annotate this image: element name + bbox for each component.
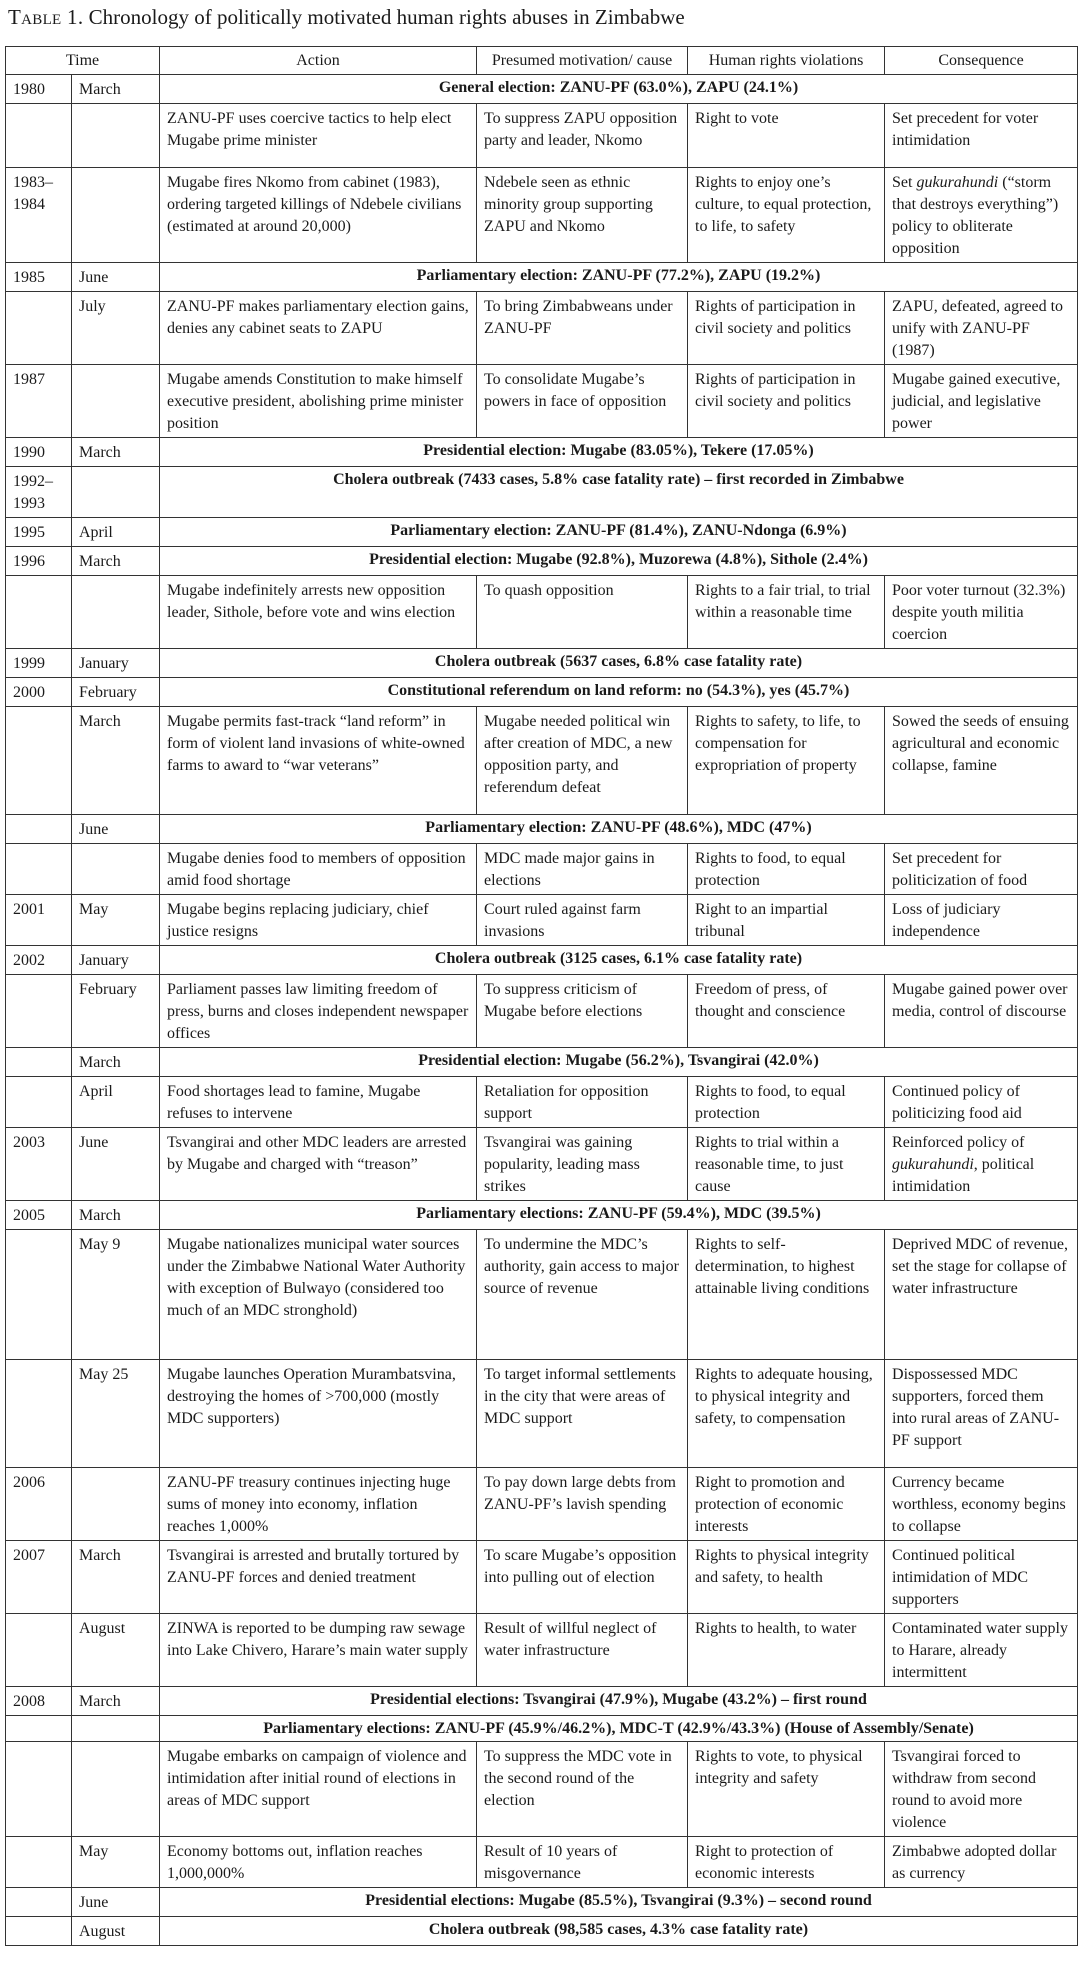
month-cell: March <box>72 1541 160 1614</box>
event-summary: Parliamentary election: ZANU-PF (77.2%), ZAPU (19.2%) <box>160 263 1078 292</box>
action-cell: Tsvangirai is arrested and brutally tortured by ZANU-PF forces and denied treatment <box>160 1541 477 1614</box>
motivation-cell: To suppress ZAPU opposition party and leader, Nkomo <box>477 104 688 168</box>
violations-cell: Right to vote <box>688 104 885 168</box>
table-row <box>6 292 1078 365</box>
action-cell: Mugabe amends Constitution to make himself executive president, abolishing prime minister position <box>160 365 477 438</box>
month-cell: February <box>72 678 160 707</box>
event-row <box>6 1201 1078 1230</box>
table-row <box>6 1541 1078 1614</box>
event-summary: Constitutional referendum on land reform: no (54.3%), yes (45.7%) <box>160 678 1078 707</box>
month-cell: August <box>72 1614 160 1687</box>
year-cell <box>6 815 72 844</box>
year-cell <box>6 1742 72 1837</box>
consequence-cell: Sowed the seeds of ensuing agricultural and economic collapse, famine <box>885 707 1078 815</box>
month-cell <box>72 168 160 263</box>
table-row <box>6 707 1078 815</box>
month-cell: January <box>72 649 160 678</box>
consequence-cell: Deprived MDC of revenue, set the stage for collapse of water infrastructure <box>885 1230 1078 1360</box>
month-cell: February <box>72 975 160 1048</box>
month-cell <box>72 1716 160 1742</box>
table-row <box>6 1230 1078 1360</box>
month-cell <box>72 365 160 438</box>
violations-cell: Rights to enjoy one’s culture, to equal protection, to life, to safety <box>688 168 885 263</box>
event-row <box>6 946 1078 975</box>
year-cell <box>6 1048 72 1077</box>
event-row <box>6 438 1078 467</box>
chronology-table <box>5 46 1078 1946</box>
month-cell <box>72 576 160 649</box>
consequence-cell: Set gukurahundi (“storm that destroys everything”) policy to obliterate opposition <box>885 168 1078 263</box>
action-cell: Tsvangirai and other MDC leaders are arrested by Mugabe and charged with “treason” <box>160 1128 477 1201</box>
year-cell: 2001 <box>6 895 72 946</box>
year-cell <box>6 1077 72 1128</box>
event-summary: Cholera outbreak (3125 cases, 6.1% case fatality rate) <box>160 946 1078 975</box>
event-row <box>6 1888 1078 1917</box>
month-cell: May 25 <box>72 1360 160 1468</box>
consequence-cell: Continued political intimidation of MDC supporters <box>885 1541 1078 1614</box>
violations-cell: Right to promotion and protection of economic interests <box>688 1468 885 1541</box>
motivation-cell: Result of willful neglect of water infrastructure <box>477 1614 688 1687</box>
violations-cell: Rights to safety, to life, to compensation for expropriation of property <box>688 707 885 815</box>
consequence-cell: Reinforced policy of gukurahundi, political intimidation <box>885 1128 1078 1201</box>
action-cell: Food shortages lead to famine, Mugabe refuses to intervene <box>160 1077 477 1128</box>
event-summary: Cholera outbreak (7433 cases, 5.8% case fatality rate) – first recorded in Zimbabwe <box>160 467 1078 518</box>
action-cell: ZANU-PF treasury continues injecting huge sums of money into economy, inflation reaches 1,000% <box>160 1468 477 1541</box>
action-cell: Parliament passes law limiting freedom of press, burns and closes independent newspaper offices <box>160 975 477 1048</box>
year-cell <box>6 1230 72 1360</box>
year-cell: 1996 <box>6 547 72 576</box>
month-cell <box>72 104 160 168</box>
action-cell: Mugabe embarks on campaign of violence and intimidation after initial round of elections in areas of MDC support <box>160 1742 477 1837</box>
event-row <box>6 1048 1078 1077</box>
violations-cell: Rights to food, to equal protection <box>688 1077 885 1128</box>
year-cell <box>6 1614 72 1687</box>
event-row <box>6 1917 1078 1946</box>
violations-cell: Rights of participation in civil society and politics <box>688 365 885 438</box>
table-row <box>6 1837 1078 1888</box>
year-cell: 1995 <box>6 518 72 547</box>
consequence-cell: Continued policy of politicizing food aid <box>885 1077 1078 1128</box>
event-row <box>6 263 1078 292</box>
action-cell: Mugabe launches Operation Murambatsvina, destroying the homes of >700,000 (mostly MDC supporters) <box>160 1360 477 1468</box>
violations-cell: Rights to vote, to physical integrity and safety <box>688 1742 885 1837</box>
event-row <box>6 1716 1078 1742</box>
action-cell: Mugabe permits fast-track “land reform” in form of violent land invasions of white-owned farms to award to “war veterans” <box>160 707 477 815</box>
header-time: Time <box>6 47 160 75</box>
event-row <box>6 815 1078 844</box>
event-summary: Presidential elections: Mugabe (85.5%), Tsvangirai (9.3%) – second round <box>160 1888 1078 1917</box>
violations-cell: Rights to self-determination, to highest attainable living conditions <box>688 1230 885 1360</box>
motivation-cell: To pay down large debts from ZANU-PF’s lavish spending <box>477 1468 688 1541</box>
event-row <box>6 678 1078 707</box>
year-cell: 2006 <box>6 1468 72 1541</box>
month-cell <box>72 1742 160 1837</box>
consequence-cell: Zimbabwe adopted dollar as currency <box>885 1837 1078 1888</box>
month-cell: April <box>72 1077 160 1128</box>
action-cell: Mugabe begins replacing judiciary, chief justice resigns <box>160 895 477 946</box>
motivation-cell: To consolidate Mugabe’s powers in face of opposition <box>477 365 688 438</box>
month-cell: May <box>72 1837 160 1888</box>
event-summary: Cholera outbreak (5637 cases, 6.8% case fatality rate) <box>160 649 1078 678</box>
consequence-cell: Mugabe gained executive, judicial, and legislative power <box>885 365 1078 438</box>
month-cell: March <box>72 1048 160 1077</box>
year-cell: 1992–1993 <box>6 467 72 518</box>
year-cell: 1985 <box>6 263 72 292</box>
table-row <box>6 895 1078 946</box>
motivation-cell: Tsvangirai was gaining popularity, leading mass strikes <box>477 1128 688 1201</box>
consequence-cell: Contaminated water supply to Harare, already intermittent <box>885 1614 1078 1687</box>
year-cell <box>6 104 72 168</box>
month-cell: May <box>72 895 160 946</box>
year-cell <box>6 844 72 895</box>
year-cell <box>6 1888 72 1917</box>
consequence-cell: Dispossessed MDC supporters, forced them into rural areas of ZANU-PF support <box>885 1360 1078 1468</box>
year-cell <box>6 707 72 815</box>
event-summary: Presidential election: Mugabe (83.05%), Tekere (17.05%) <box>160 438 1078 467</box>
month-cell: August <box>72 1917 160 1946</box>
event-row <box>6 547 1078 576</box>
action-cell: ZANU-PF makes parliamentary election gains, denies any cabinet seats to ZAPU <box>160 292 477 365</box>
month-cell: June <box>72 263 160 292</box>
table-caption <box>8 2 685 32</box>
motivation-cell: Mugabe needed political win after creation of MDC, a new opposition party, and referendum defeat <box>477 707 688 815</box>
month-cell: March <box>72 1687 160 1716</box>
consequence-cell: Set precedent for voter intimidation <box>885 104 1078 168</box>
header-violations: Human rights violations <box>688 47 885 75</box>
motivation-cell: Retaliation for opposition support <box>477 1077 688 1128</box>
month-cell: April <box>72 518 160 547</box>
table-row <box>6 365 1078 438</box>
table-row <box>6 168 1078 263</box>
table-row <box>6 1468 1078 1541</box>
motivation-cell: MDC made major gains in elections <box>477 844 688 895</box>
action-cell: ZANU-PF uses coercive tactics to help elect Mugabe prime minister <box>160 104 477 168</box>
motivation-cell: Result of 10 years of misgovernance <box>477 1837 688 1888</box>
table-row <box>6 844 1078 895</box>
event-summary: Parliamentary elections: ZANU-PF (59.4%), MDC (39.5%) <box>160 1201 1078 1230</box>
year-cell: 1983–1984 <box>6 168 72 263</box>
consequence-cell: Tsvangirai forced to withdraw from second round to avoid more violence <box>885 1742 1078 1837</box>
year-cell <box>6 576 72 649</box>
event-summary: Cholera outbreak (98,585 cases, 4.3% case fatality rate) <box>160 1917 1078 1946</box>
table-row <box>6 1077 1078 1128</box>
table-title: Chronology of politically motivated human rights abuses in Zimbabwe <box>88 5 685 29</box>
violations-cell: Rights to food, to equal protection <box>688 844 885 895</box>
month-cell: June <box>72 815 160 844</box>
motivation-cell: To quash opposition <box>477 576 688 649</box>
consequence-cell: Currency became worthless, economy begins to collapse <box>885 1468 1078 1541</box>
month-cell <box>72 1468 160 1541</box>
motivation-cell: To suppress the MDC vote in the second round of the election <box>477 1742 688 1837</box>
month-cell: March <box>72 75 160 104</box>
motivation-cell: To target informal settlements in the city that were areas of MDC support <box>477 1360 688 1468</box>
month-cell: March <box>72 438 160 467</box>
event-row <box>6 518 1078 547</box>
event-summary: Presidential election: Mugabe (56.2%), Tsvangirai (42.0%) <box>160 1048 1078 1077</box>
violations-cell: Rights to physical integrity and safety, to health <box>688 1541 885 1614</box>
action-cell: ZINWA is reported to be dumping raw sewage into Lake Chivero, Harare’s main water supply <box>160 1614 477 1687</box>
month-cell <box>72 844 160 895</box>
violations-cell: Right to an impartial tribunal <box>688 895 885 946</box>
year-cell <box>6 292 72 365</box>
table-row <box>6 1360 1078 1468</box>
year-cell: 2002 <box>6 946 72 975</box>
event-summary: Presidential elections: Tsvangirai (47.9%), Mugabe (43.2%) – first round <box>160 1687 1078 1716</box>
consequence-cell: Set precedent for politicization of food <box>885 844 1078 895</box>
motivation-cell: To suppress criticism of Mugabe before elections <box>477 975 688 1048</box>
year-cell: 2000 <box>6 678 72 707</box>
year-cell: 2005 <box>6 1201 72 1230</box>
action-cell: Mugabe nationalizes municipal water sources under the Zimbabwe National Water Authority with exception of Bulwayo (considered too much of an MDC stronghold) <box>160 1230 477 1360</box>
month-cell: July <box>72 292 160 365</box>
action-cell: Economy bottoms out, inflation reaches 1,000,000% <box>160 1837 477 1888</box>
header-row <box>6 47 1078 75</box>
motivation-cell: To undermine the MDC’s authority, gain access to major source of revenue <box>477 1230 688 1360</box>
violations-cell: Rights to adequate housing, to physical integrity and safety, to compensation <box>688 1360 885 1468</box>
year-cell <box>6 1917 72 1946</box>
motivation-cell: Ndebele seen as ethnic minority group supporting ZAPU and Nkomo <box>477 168 688 263</box>
month-cell: March <box>72 547 160 576</box>
violations-cell: Rights to a fair trial, to trial within a reasonable time <box>688 576 885 649</box>
event-summary: Parliamentary election: ZANU-PF (81.4%), ZANU-Ndonga (6.9%) <box>160 518 1078 547</box>
table-label: Table 1. <box>8 5 84 29</box>
header-action: Action <box>160 47 477 75</box>
month-cell: March <box>72 707 160 815</box>
consequence-cell: ZAPU, defeated, agreed to unify with ZANU-PF (1987) <box>885 292 1078 365</box>
year-cell <box>6 1837 72 1888</box>
year-cell: 1990 <box>6 438 72 467</box>
year-cell: 1980 <box>6 75 72 104</box>
consequence-cell: Poor voter turnout (32.3%) despite youth militia coercion <box>885 576 1078 649</box>
month-cell: March <box>72 1201 160 1230</box>
motivation-cell: To scare Mugabe’s opposition into pulling out of election <box>477 1541 688 1614</box>
motivation-cell: To bring Zimbabweans under ZANU-PF <box>477 292 688 365</box>
year-cell: 2003 <box>6 1128 72 1201</box>
month-cell: January <box>72 946 160 975</box>
year-cell: 1999 <box>6 649 72 678</box>
action-cell: Mugabe denies food to members of opposition amid food shortage <box>160 844 477 895</box>
month-cell: June <box>72 1128 160 1201</box>
motivation-cell: Court ruled against farm invasions <box>477 895 688 946</box>
year-cell: 2007 <box>6 1541 72 1614</box>
event-summary: Parliamentary elections: ZANU-PF (45.9%/46.2%), MDC-T (42.9%/43.3%) (House of Assembly/Senate) <box>160 1716 1078 1742</box>
year-cell: 1987 <box>6 365 72 438</box>
event-row <box>6 649 1078 678</box>
table-row <box>6 1128 1078 1201</box>
month-cell: May 9 <box>72 1230 160 1360</box>
table-row <box>6 975 1078 1048</box>
table-row <box>6 1614 1078 1687</box>
month-cell <box>72 467 160 518</box>
table-row <box>6 1742 1078 1837</box>
year-cell: 2008 <box>6 1687 72 1716</box>
event-summary: General election: ZANU-PF (63.0%), ZAPU (24.1%) <box>160 75 1078 104</box>
consequence-cell: Loss of judiciary independence <box>885 895 1078 946</box>
year-cell <box>6 1716 72 1742</box>
event-row <box>6 467 1078 518</box>
table-row <box>6 104 1078 168</box>
table-body <box>6 75 1078 1946</box>
year-cell <box>6 1360 72 1468</box>
violations-cell: Rights of participation in civil society and politics <box>688 292 885 365</box>
violations-cell: Rights to health, to water <box>688 1614 885 1687</box>
event-summary: Presidential election: Mugabe (92.8%), Muzorewa (4.8%), Sithole (2.4%) <box>160 547 1078 576</box>
action-cell: Mugabe fires Nkomo from cabinet (1983), ordering targeted killings of Ndebele civilians (estimated at around 20,000) <box>160 168 477 263</box>
header-motivation: Presumed motivation/ cause <box>477 47 688 75</box>
table-row <box>6 576 1078 649</box>
action-cell: Mugabe indefinitely arrests new opposition leader, Sithole, before vote and wins election <box>160 576 477 649</box>
violations-cell: Freedom of press, of thought and conscience <box>688 975 885 1048</box>
consequence-cell: Mugabe gained power over media, control of discourse <box>885 975 1078 1048</box>
month-cell: June <box>72 1888 160 1917</box>
event-row <box>6 75 1078 104</box>
header-consequence: Consequence <box>885 47 1078 75</box>
violations-cell: Rights to trial within a reasonable time, to just cause <box>688 1128 885 1201</box>
year-cell <box>6 975 72 1048</box>
event-row <box>6 1687 1078 1716</box>
event-summary: Parliamentary election: ZANU-PF (48.6%), MDC (47%) <box>160 815 1078 844</box>
violations-cell: Right to protection of economic interests <box>688 1837 885 1888</box>
